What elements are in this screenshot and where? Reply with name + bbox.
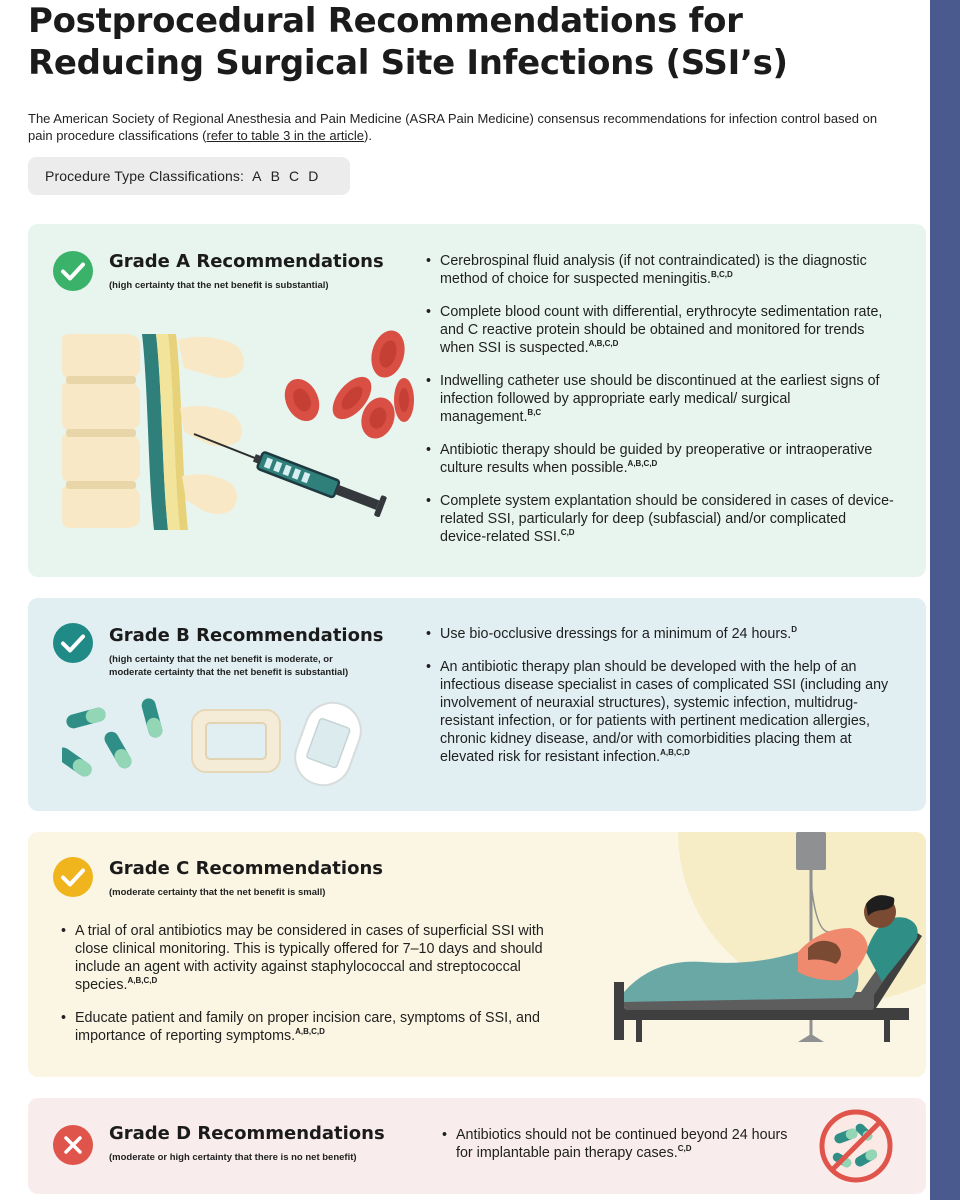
- list-item: • Antibiotics should not be continued beyond 24 hours for implantable pain therapy cases.$^{C,D}$: [441, 1126, 801, 1162]
- grade-b-card: [28, 598, 926, 811]
- classification-a: A: [252, 168, 262, 184]
- grade-a-subtitle: (high certainty that the net benefit is substantial): [109, 280, 329, 291]
- grade-a-list: [425, 252, 895, 561]
- grade-d-title: Grade D Recommendations: [109, 1123, 385, 1144]
- classification-b: B: [270, 168, 281, 184]
- classification-d: D: [308, 168, 319, 184]
- pills-dressings-illustration: [62, 698, 372, 788]
- grade-c-subtitle: (moderate certainty that the net benefit is small): [109, 887, 326, 898]
- list-item: • Use bio-occlusive dressings for a minimum of 24 hours.$^D$: [425, 625, 895, 643]
- grade-d-x-icon: [52, 1124, 94, 1166]
- grade-b-title: Grade B Recommendations: [109, 625, 384, 646]
- grade-d-subtitle: (moderate or high certainty that there is no net benefit): [109, 1152, 357, 1163]
- grade-c-list: [60, 922, 560, 1060]
- grade-c-check-icon: [52, 856, 94, 898]
- list-item: • Complete system explantation should be considered in cases of device-related SSI, particularly for deep (subfascial) and/or complicated device-related SSI.$^{C,D}$: [425, 492, 895, 546]
- list-item: • Indwelling catheter use should be discontinued at the earliest signs of infection followed by appropriate early medical/ surgical management.$^{B,C}$: [425, 372, 895, 426]
- grade-b-subtitle-line-1: (high certainty that the net benefit is moderate, or: [109, 654, 333, 665]
- intro-end: ).: [364, 128, 372, 143]
- list-item: • Educate patient and family on proper incision care, symptoms of SSI, and importance of reporting symptoms.$^{A,B,C,D}$: [60, 1009, 560, 1045]
- classification-c: C: [289, 168, 300, 184]
- page-title: Postprocedural Recommendations for Reducing Surgical Site Infections (SSI’s): [28, 1, 788, 83]
- table-reference-link[interactable]: refer to table 3 in the article: [206, 128, 365, 143]
- no-antibiotics-icon: [816, 1106, 896, 1186]
- grade-a-title: Grade A Recommendations: [109, 251, 384, 272]
- grade-c-card: [28, 832, 926, 1077]
- grade-d-card: [28, 1098, 926, 1194]
- grade-a-check-icon: [52, 250, 94, 292]
- grade-a-card: [28, 224, 926, 577]
- list-item: • Antibiotic therapy should be guided by preoperative or intraoperative culture results when possible.$^{A,B,C,D}$: [425, 441, 895, 477]
- grade-b-subtitle-line-2: moderate certainty that the net benefit is substantial): [109, 667, 349, 678]
- spine-syringe-illustration: [56, 324, 416, 534]
- intro-body: The American Society of Regional Anesthesia and Pain Medicine (ASRA Pain Medicine) consensus recommendations for infection control based on pain procedure classifications (: [28, 111, 878, 143]
- list-item: • A trial of oral antibiotics may be considered in cases of superficial SSI with close clinical monitoring. This is typically offered for 7–10 days and should include an agent with activity against staphylococcal and streptococcal species.$^{A,B,C,D}$: [60, 922, 560, 994]
- list-item: • Complete blood count with differential, erythrocyte sedimentation rate, and C reactive protein should be obtained and monitored for trends when SSI is suspected.$^{A,B,C,D}$: [425, 303, 895, 357]
- list-item: • Cerebrospinal fluid analysis (if not contraindicated) is the diagnostic method of choice for suspected meningitis.$^{B,C,D}$: [425, 252, 895, 288]
- intro-text: [28, 110, 888, 144]
- hospital-bed-illustration: [584, 832, 926, 1077]
- grade-c-title: Grade C Recommendations: [109, 858, 383, 879]
- procedure-classifications-pill: [28, 157, 350, 195]
- blood-cells: [278, 327, 414, 444]
- list-item: • An antibiotic therapy plan should be developed with the help of an infectious disease specialist in cases of complicated SSI (including any involvement of neuraxial structures), systemic infection, multidrug-resistant infection, or for patients with pertinent medication allergies, chronic kidney disease, and/or with comorbidities placing them at elevated risk for resistant infection.$^{A,B,C,D}$: [425, 658, 895, 766]
- grade-b-list: [425, 625, 895, 781]
- grade-d-list: [441, 1126, 801, 1177]
- classifications-label: Procedure Type Classifications:: [45, 168, 244, 184]
- grade-b-check-icon: [52, 622, 94, 664]
